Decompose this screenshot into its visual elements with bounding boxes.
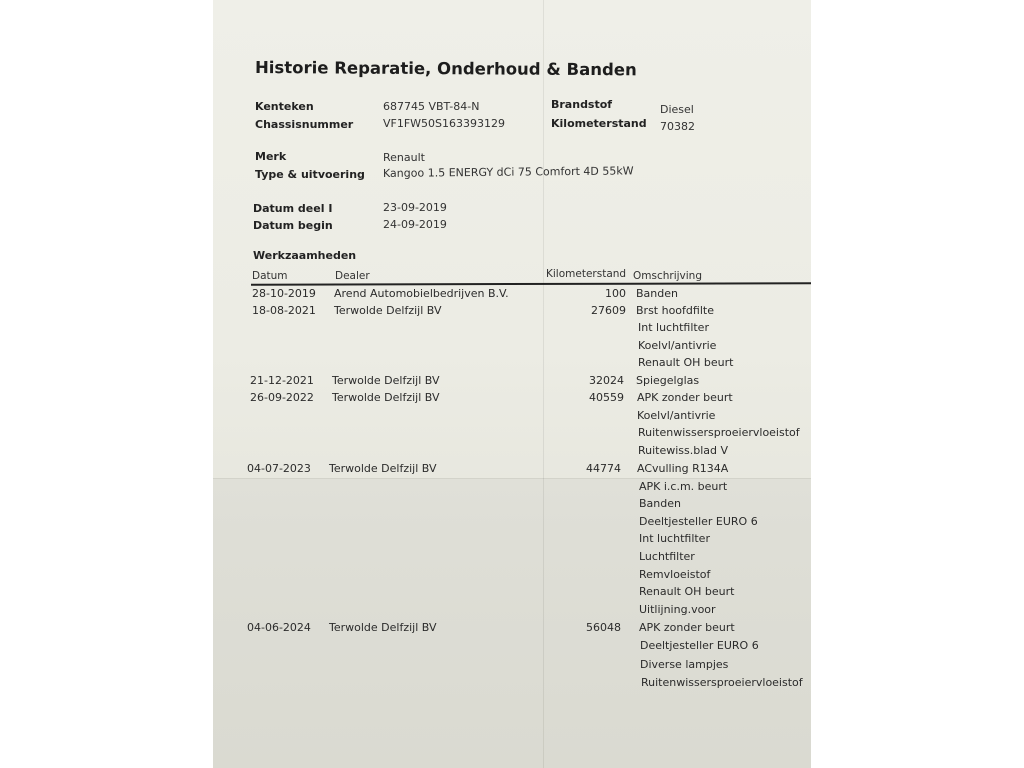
row-omschrijving: Renault OH beurt — [638, 356, 734, 369]
row-kilometerstand: 100 — [605, 287, 626, 300]
column-header-kilometerstand: Kilometerstand — [546, 268, 627, 280]
fold-line-horizontal — [213, 478, 811, 479]
row-omschrijving: Banden — [636, 287, 678, 300]
brandstof-value: Diesel — [660, 103, 694, 116]
row-date: 28-10-2019 — [252, 287, 316, 300]
row-kilometerstand: 56048 — [586, 621, 621, 634]
type-value: Kangoo 1.5 ENERGY dCi 75 Comfort 4D 55kW — [382, 164, 634, 180]
row-kilometerstand: 40559 — [589, 391, 624, 404]
row-dealer: Terwolde Delfzijl BV — [332, 391, 440, 404]
row-omschrijving: Luchtfilter — [639, 550, 695, 563]
row-omschrijving: Diverse lampjes — [640, 658, 729, 671]
row-omschrijving: Uitlijning.voor — [639, 603, 716, 616]
row-kilometerstand: 44774 — [586, 462, 621, 475]
row-omschrijving: Spiegelglas — [636, 374, 700, 387]
column-header-omschrijving: Omschrijving — [633, 270, 702, 282]
datum-deel-value: 23-09-2019 — [383, 201, 447, 214]
row-omschrijving: Koelvl/antivrie — [637, 409, 716, 422]
row-omschrijving: Int luchtfilter — [639, 532, 710, 545]
row-omschrijving: APK i.c.m. beurt — [639, 480, 728, 493]
row-dealer: Terwolde Delfzijl BV — [334, 304, 442, 317]
row-kilometerstand: 27609 — [591, 304, 626, 317]
row-omschrijving: Brst hoofdfilte — [636, 304, 714, 317]
row-omschrijving: ACvulling R134A — [637, 462, 729, 475]
column-header-datum: Datum — [252, 270, 288, 282]
row-omschrijving: Remvloeistof — [639, 568, 711, 581]
row-dealer: Terwolde Delfzijl BV — [332, 374, 440, 387]
kilometerstand-label: Kilometerstand — [551, 117, 647, 130]
row-date: 21-12-2021 — [250, 374, 314, 387]
brandstof-label: Brandstof — [551, 98, 613, 111]
kilometerstand-value: 70382 — [660, 120, 695, 133]
row-date: 04-06-2024 — [247, 621, 311, 634]
row-omschrijving: Ruitewiss.blad V — [638, 444, 729, 457]
row-date: 18-08-2021 — [252, 304, 316, 317]
chassis-label: Chassisnummer — [255, 118, 354, 131]
row-omschrijving: Deeltjesteller EURO 6 — [639, 515, 758, 528]
document-title: Historie Reparatie, Onderhoud & Banden — [254, 58, 637, 80]
header-rule — [251, 282, 811, 285]
kenteken-label: Kenteken — [255, 100, 314, 113]
row-omschrijving: Ruitenwissersproeiervloeistof — [638, 426, 800, 439]
datum-begin-label: Datum begin — [253, 219, 333, 232]
row-omschrijving: APK zonder beurt — [637, 391, 733, 404]
row-dealer: Arend Automobielbedrijven B.V. — [334, 287, 509, 300]
chassis-value: VF1FW50S163393129 — [383, 117, 506, 130]
datum-deel-label: Datum deel I — [253, 202, 333, 215]
row-omschrijving: Banden — [639, 497, 681, 510]
row-omschrijving: Deeltjesteller EURO 6 — [640, 639, 759, 652]
document-sheet — [213, 0, 811, 768]
row-omschrijving: Koelvl/antivrie — [638, 339, 717, 352]
row-omschrijving: Ruitenwissersproeiervloeistof — [641, 676, 803, 689]
row-date: 04-07-2023 — [247, 462, 311, 475]
row-omschrijving: APK zonder beurt — [639, 621, 735, 634]
merk-label: Merk — [255, 150, 287, 163]
merk-value: Renault — [383, 151, 425, 164]
datum-begin-value: 24-09-2019 — [383, 218, 447, 231]
kenteken-value: 687745 VBT-84-N — [383, 100, 480, 113]
row-dealer: Terwolde Delfzijl BV — [329, 462, 437, 475]
row-dealer: Terwolde Delfzijl BV — [329, 621, 437, 634]
row-omschrijving: Renault OH beurt — [639, 585, 735, 598]
row-omschrijving: Int luchtfilter — [638, 321, 709, 334]
row-date: 26-09-2022 — [250, 391, 314, 404]
row-kilometerstand: 32024 — [589, 374, 624, 387]
column-header-dealer: Dealer — [335, 270, 370, 282]
section-title: Werkzaamheden — [253, 249, 357, 262]
type-label: Type & uitvoering — [255, 168, 365, 181]
